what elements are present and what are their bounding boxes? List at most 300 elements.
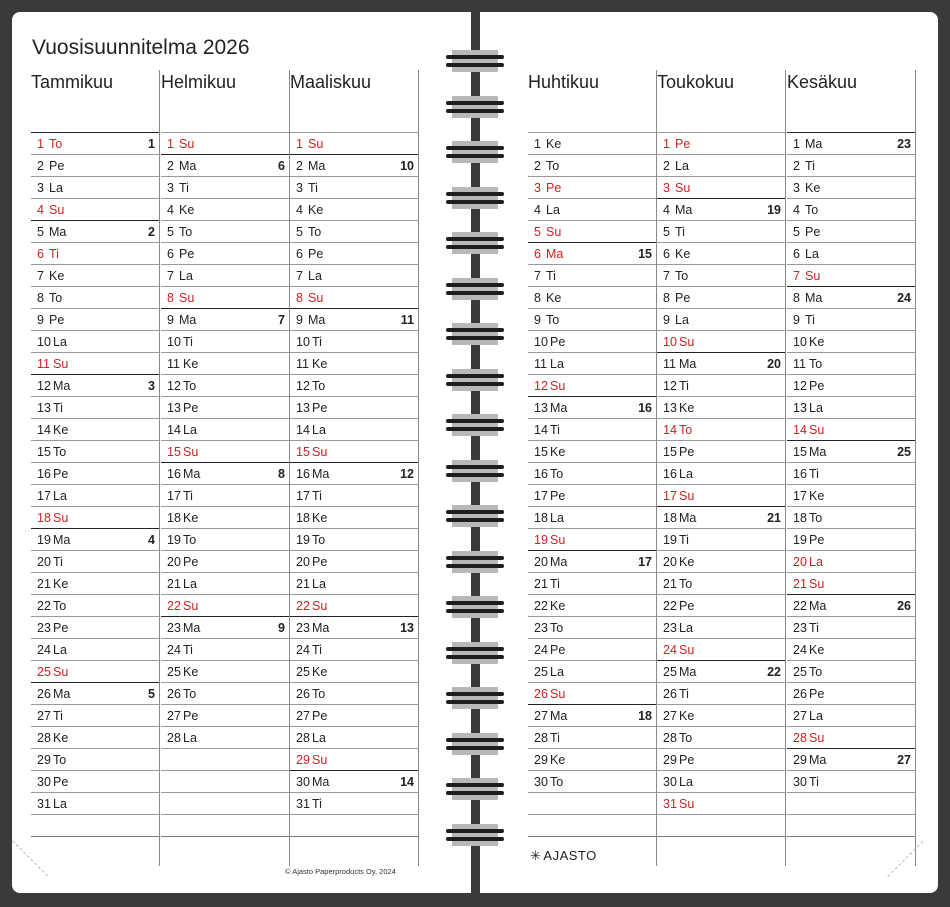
weekday: To [679,423,693,437]
day-row [161,660,289,682]
day-number: 1 [167,137,174,151]
weekday: Pe [312,709,328,723]
day-row [528,330,656,352]
day-number: 24 [167,643,181,657]
weekday: Pe [49,313,65,327]
day-number: 27 [793,709,807,723]
day-row [290,462,418,484]
weekday: Pe [675,291,691,305]
day-number: 18 [534,511,548,525]
day-row [290,264,418,286]
day-number: 25 [37,665,51,679]
weekday: Ke [809,489,825,503]
weekday: Ma [312,775,330,789]
day-row [528,660,656,682]
day-number: 4 [663,203,670,217]
day-number: 6 [534,247,541,261]
day-row [290,594,418,616]
weekday: Ti [809,467,819,481]
weekday: Su [546,225,562,239]
weekday: To [308,225,322,239]
weekday: To [809,665,823,679]
day-number: 8 [37,291,44,305]
day-number: 17 [296,489,310,503]
weekday: Pe [183,709,199,723]
day-number: 6 [663,247,670,261]
day-number: 24 [37,643,51,657]
spiral-ring [446,687,504,709]
weekday: Su [809,423,825,437]
day-row [657,594,785,616]
weekday: Ma [312,621,330,635]
weekday: Su [183,445,199,459]
copyright-text: © Ajasto Paperproducts Oy, 2024 [285,867,396,876]
day-number: 28 [534,731,548,745]
weekday: Ke [550,753,566,767]
day-number: 30 [37,775,51,789]
weekday: La [809,401,823,415]
weekday: Su [805,269,821,283]
day-number: 13 [167,401,181,415]
day-row [290,220,418,242]
weekday: La [183,423,197,437]
day-row [528,242,656,264]
day-number: 17 [793,489,807,503]
weekday: Ma [809,445,827,459]
weekday: Su [53,357,69,371]
week-number: 23 [897,137,911,151]
weekday: La [679,621,693,635]
weekday: To [49,291,63,305]
day-row [161,440,289,462]
weekday: Su [308,137,324,151]
column-rule [159,70,160,866]
weekday: Pe [809,533,825,547]
day-row [787,176,915,198]
weekday: Pe [312,401,328,415]
weekday: La [805,247,819,261]
weekday: Pe [550,489,566,503]
weekday: Pe [679,445,695,459]
day-list [31,132,159,837]
spiral-ring [446,232,504,254]
weekday: To [183,687,197,701]
week-number: 12 [400,467,414,481]
day-number: 9 [296,313,303,327]
day-number: 20 [296,555,310,569]
month-name: Tammikuu [31,72,114,92]
weekday: To [546,313,560,327]
day-number: 9 [534,313,541,327]
day-number: 21 [793,577,807,591]
day-row [657,220,785,242]
day-number: 19 [663,533,677,547]
day-row [161,462,289,484]
weekday: Ti [675,225,685,239]
day-row [657,550,785,572]
day-number: 15 [793,445,807,459]
weekday: Ke [53,423,69,437]
day-row [290,792,418,814]
day-row [31,330,159,352]
day-row [161,154,289,176]
day-number: 28 [296,731,310,745]
weekday: Su [679,335,695,349]
day-number: 1 [296,137,303,151]
weekday: Ma [308,159,326,173]
weekday: Su [679,797,695,811]
weekday: Ma [49,225,67,239]
day-number: 23 [296,621,310,635]
week-number: 26 [897,599,911,613]
weekday: Pe [805,225,821,239]
day-row [657,528,785,550]
day-row [31,726,159,748]
day-row [31,704,159,726]
day-number: 6 [37,247,44,261]
day-row [657,176,785,198]
weekday: Ti [550,423,560,437]
day-row [161,594,289,616]
day-number: 13 [663,401,677,415]
day-row [787,616,915,638]
day-row [31,352,159,374]
day-number: 17 [534,489,548,503]
weekday: Ke [546,291,562,305]
day-number: 1 [37,137,44,151]
day-row [528,528,656,550]
day-row [528,572,656,594]
weekday: Su [550,379,566,393]
day-number: 1 [663,137,670,151]
day-number: 24 [663,643,677,657]
weekday: Ti [183,489,193,503]
day-row [787,594,915,616]
week-number: 20 [767,357,781,371]
week-number: 19 [767,203,781,217]
weekday: Ma [546,247,564,261]
day-number: 29 [663,753,677,767]
weekday: Ke [550,445,566,459]
day-number: 5 [663,225,670,239]
day-number: 28 [37,731,51,745]
day-number: 16 [663,467,677,481]
day-number: 28 [663,731,677,745]
day-number: 25 [663,665,677,679]
day-row [290,198,418,220]
day-number: 15 [37,445,51,459]
day-number: 30 [534,775,548,789]
day-number: 9 [167,313,174,327]
day-row [290,286,418,308]
day-number: 25 [534,665,548,679]
day-number: 29 [793,753,807,767]
ajasto-logo [530,848,597,864]
day-number: 23 [793,621,807,635]
weekday: To [679,577,693,591]
weekday: Ma [550,709,568,723]
day-row [31,462,159,484]
weekday: Ma [809,753,827,767]
day-number: 6 [296,247,303,261]
weekday: To [179,225,193,239]
month-name: Huhtikuu [528,72,600,92]
weekday: Ke [546,137,562,151]
weekday: To [550,775,564,789]
spiral-ring [446,460,504,482]
day-row [290,440,418,462]
day-row [161,616,289,638]
day-number: 23 [663,621,677,635]
weekday: La [550,357,564,371]
weekday: To [312,687,326,701]
day-row [290,770,418,792]
day-number: 2 [534,159,541,173]
week-number: 15 [638,247,652,261]
day-number: 15 [534,445,548,459]
day-number: 22 [37,599,51,613]
day-number: 20 [534,555,548,569]
day-number: 4 [296,203,303,217]
day-row [787,330,915,352]
weekday: La [312,423,326,437]
day-row [657,726,785,748]
day-row [31,616,159,638]
day-number: 2 [37,159,44,173]
day-row [657,308,785,330]
day-number: 4 [534,203,541,217]
weekday: Pe [308,247,324,261]
day-row [31,440,159,462]
day-number: 16 [167,467,181,481]
week-number: 7 [278,313,285,327]
day-number: 19 [167,533,181,547]
day-row [657,154,785,176]
day-row [31,396,159,418]
weekday: La [675,313,689,327]
column-rule [418,70,419,866]
week-number: 24 [897,291,911,305]
weekday: Ke [679,401,695,415]
weekday: Su [312,599,328,613]
day-row [290,572,418,594]
day-number: 14 [534,423,548,437]
week-number: 27 [897,753,911,767]
day-number: 6 [167,247,174,261]
weekday: To [809,357,823,371]
day-row [657,286,785,308]
day-row [528,198,656,220]
day-number: 13 [37,401,51,415]
day-number: 21 [296,577,310,591]
day-row [657,242,785,264]
weekday: To [679,731,693,745]
day-list [290,132,418,837]
day-number: 7 [296,269,303,283]
day-number: 21 [534,577,548,591]
weekday: Pe [53,467,69,481]
day-list [528,132,656,837]
weekday: Ti [809,621,819,635]
weekday: Ti [312,797,322,811]
day-number: 13 [793,401,807,415]
weekday: La [53,335,67,349]
day-row [161,242,289,264]
week-number: 11 [400,313,414,327]
day-number: 26 [296,687,310,701]
weekday: La [308,269,322,283]
day-number: 17 [663,489,677,503]
day-row [787,572,915,594]
day-row [787,286,915,308]
day-row [657,660,785,682]
day-row [528,286,656,308]
day-number: 3 [793,181,800,195]
day-row [31,550,159,572]
day-row [290,726,418,748]
day-number: 22 [663,599,677,613]
weekday: Ma [179,159,197,173]
day-number: 29 [37,753,51,767]
day-number: 16 [37,467,51,481]
day-number: 26 [534,687,548,701]
day-row [31,220,159,242]
weekday: Ke [183,511,199,525]
day-row [787,440,915,462]
weekday: Ti [805,313,815,327]
weekday: Ke [679,709,695,723]
weekday: La [550,511,564,525]
weekday: Ke [179,203,195,217]
day-number: 23 [37,621,51,635]
week-number: 13 [400,621,414,635]
weekday: La [49,181,63,195]
day-number: 11 [167,357,180,371]
day-number: 11 [793,357,806,371]
weekday: Ti [546,269,556,283]
blank-row [528,792,656,814]
day-row [161,286,289,308]
day-row [31,198,159,220]
weekday: La [675,159,689,173]
day-row [787,132,915,154]
day-number: 12 [167,379,181,393]
day-row [31,770,159,792]
weekday: Ma [312,467,330,481]
weekday: Pe [550,643,566,657]
day-row [528,176,656,198]
day-row [787,462,915,484]
day-row [161,352,289,374]
month-name: Maaliskuu [290,72,372,92]
day-number: 29 [296,753,310,767]
day-row [657,506,785,528]
day-number: 12 [296,379,310,393]
day-list [657,132,785,837]
spiral-ring [446,778,504,800]
day-row [528,616,656,638]
day-number: 12 [534,379,548,393]
day-number: 10 [793,335,807,349]
weekday: La [679,467,693,481]
day-number: 28 [793,731,807,745]
day-number: 15 [296,445,310,459]
page-title: Vuosisuunnitelma 2026 [32,36,250,59]
day-number: 7 [663,269,670,283]
weekday: Su [679,643,695,657]
day-number: 30 [663,775,677,789]
day-number: 12 [663,379,677,393]
day-number: 5 [167,225,174,239]
day-row [290,506,418,528]
day-row [787,484,915,506]
week-number: 4 [148,533,155,547]
week-number: 21 [767,511,781,525]
day-row [657,792,785,814]
spiral-ring [446,733,504,755]
day-number: 20 [793,555,807,569]
day-row [657,572,785,594]
day-row [787,726,915,748]
weekday: Ti [550,577,560,591]
day-row [657,462,785,484]
day-row [161,176,289,198]
week-number: 22 [767,665,781,679]
day-row [290,396,418,418]
column-bottom-rule [787,836,915,837]
day-number: 19 [296,533,310,547]
day-number: 26 [793,687,807,701]
day-row [528,726,656,748]
day-row [787,638,915,660]
spiral-ring [446,824,504,846]
weekday: Ti [312,489,322,503]
day-number: 24 [534,643,548,657]
day-number: 10 [37,335,51,349]
weekday: Ke [49,269,65,283]
weekday: La [312,731,326,745]
day-number: 16 [296,467,310,481]
weekday: La [53,489,67,503]
day-row [787,396,915,418]
day-number: 5 [793,225,800,239]
day-row [31,264,159,286]
day-row [657,440,785,462]
day-row [161,308,289,330]
spiral-ring [446,141,504,163]
weekday: Su [312,753,328,767]
binding-spine [471,0,480,907]
weekday: La [53,797,67,811]
day-number: 31 [296,797,310,811]
day-row [290,352,418,374]
day-number: 22 [167,599,181,613]
day-row [161,484,289,506]
day-row [787,198,915,220]
day-row [528,308,656,330]
logo-star-icon: ✳ [530,848,542,863]
day-row [290,308,418,330]
day-row [528,132,656,154]
day-row [657,198,785,220]
day-number: 3 [534,181,541,195]
day-number: 14 [296,423,310,437]
day-row [657,616,785,638]
weekday: Pe [49,159,65,173]
day-number: 7 [37,269,44,283]
day-row [290,484,418,506]
day-row [31,418,159,440]
